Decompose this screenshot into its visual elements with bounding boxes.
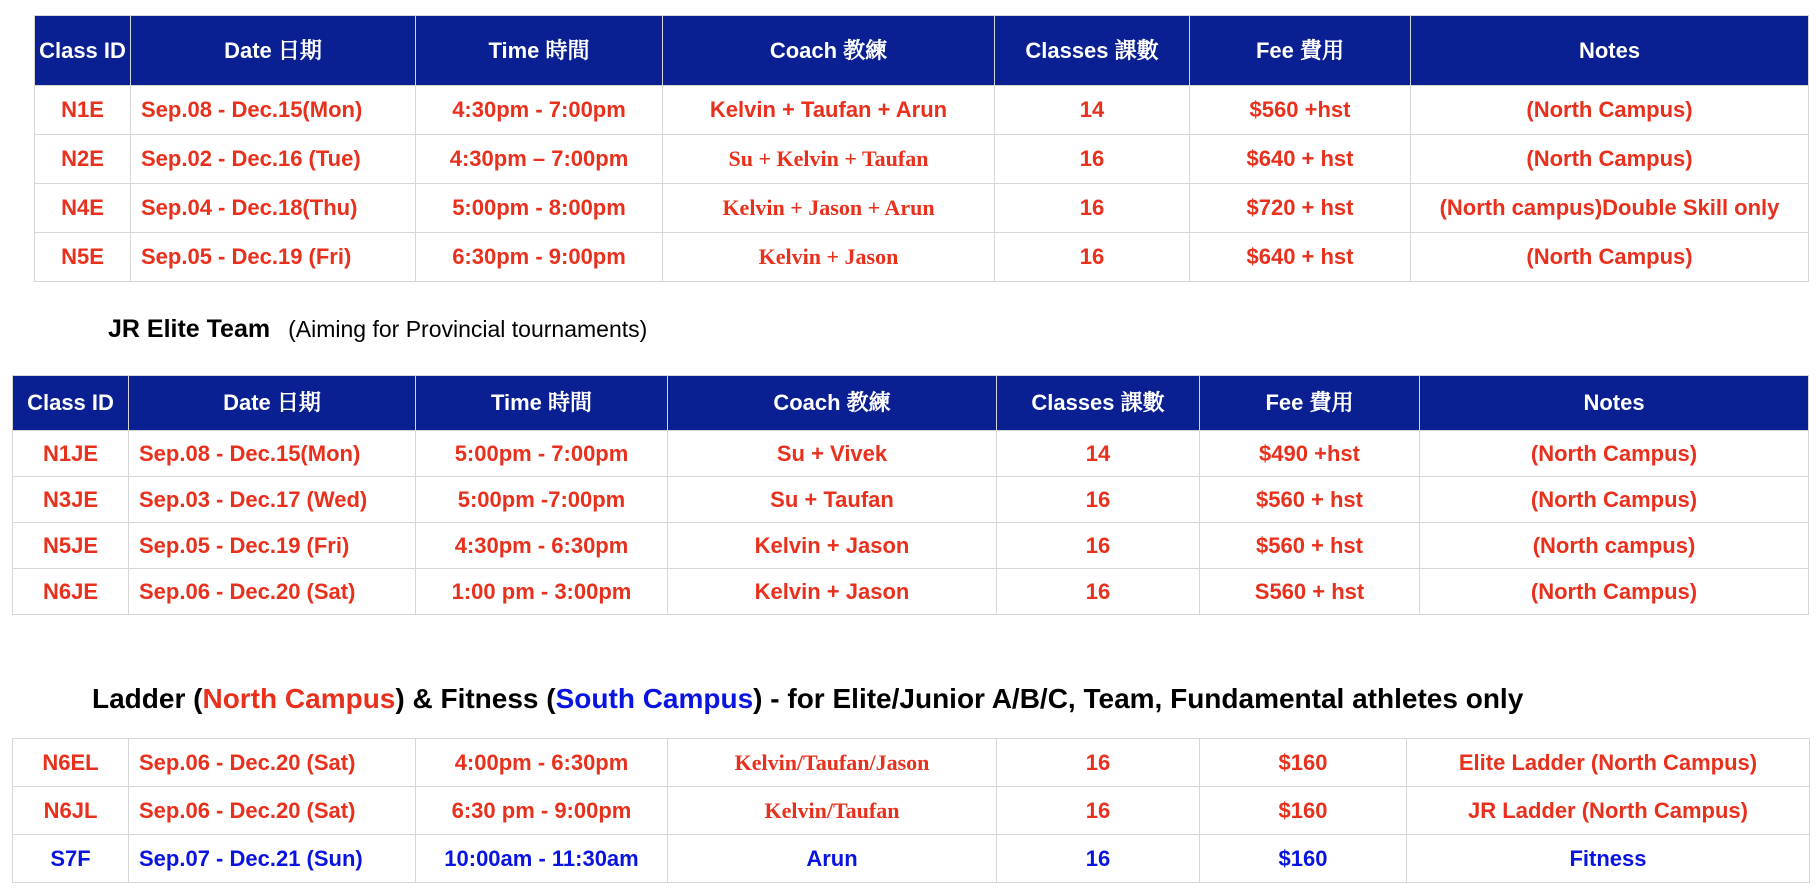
elite-schedule-table	[34, 15, 1809, 282]
fee-cell: $560 +hst	[1190, 86, 1411, 135]
header-coach: Coach 教練	[668, 376, 997, 431]
notes-cell: (North Campus)	[1420, 569, 1809, 615]
ladder-fitness-heading	[92, 683, 1523, 715]
header-fee: Fee 費用	[1200, 376, 1420, 431]
header-fee: Fee 費用	[1190, 16, 1411, 86]
date-cell: Sep.03 - Dec.17 (Wed)	[129, 477, 416, 523]
fee-cell: $640 + hst	[1190, 135, 1411, 184]
ladder-heading-part3: ) - for Elite/Junior A/B/C, Team, Fundamental athletes only	[753, 683, 1524, 714]
coach-cell: Kelvin + Jason + Arun	[663, 184, 995, 233]
class-id-cell: S7F	[13, 835, 129, 883]
class-id-cell: N6JE	[13, 569, 129, 615]
date-cell: Sep.06 - Dec.20 (Sat)	[129, 739, 416, 787]
date-cell: Sep.04 - Dec.18(Thu)	[131, 184, 416, 233]
date-cell: Sep.06 - Dec.20 (Sat)	[129, 787, 416, 835]
time-cell: 4:30pm - 7:00pm	[416, 86, 663, 135]
header-coach: Coach 教練	[663, 16, 995, 86]
coach-cell: Arun	[668, 835, 997, 883]
coach-cell: Su + Vivek	[668, 431, 997, 477]
time-cell: 5:00pm - 7:00pm	[416, 431, 668, 477]
ladder-heading-part2: ) & Fitness (	[395, 683, 556, 714]
coach-cell: Su + Taufan	[668, 477, 997, 523]
classes-cell: 16	[997, 477, 1200, 523]
notes-cell: (North Campus)	[1411, 135, 1809, 184]
coach-cell: Kelvin/Taufan/Jason	[668, 739, 997, 787]
notes-cell: (North Campus)	[1420, 477, 1809, 523]
table-row	[13, 739, 1810, 787]
notes-cell: Fitness	[1407, 835, 1810, 883]
coach-cell: Kelvin + Jason	[668, 569, 997, 615]
notes-cell: (North Campus)	[1420, 431, 1809, 477]
date-cell: Sep.02 - Dec.16 (Tue)	[131, 135, 416, 184]
date-cell: Sep.08 - Dec.15(Mon)	[129, 431, 416, 477]
date-cell: Sep.05 - Dec.19 (Fri)	[129, 523, 416, 569]
class-id-cell: N2E	[35, 135, 131, 184]
time-cell: 5:00pm -7:00pm	[416, 477, 668, 523]
class-id-cell: N5E	[35, 233, 131, 282]
coach-cell: Su + Kelvin + Taufan	[663, 135, 995, 184]
notes-cell: (North campus)	[1420, 523, 1809, 569]
table-row	[35, 184, 1809, 233]
classes-cell: 16	[997, 787, 1200, 835]
time-cell: 10:00am - 11:30am	[416, 835, 668, 883]
fee-cell: $160	[1200, 739, 1407, 787]
header-class-id: Class ID	[13, 376, 129, 431]
table-row	[13, 477, 1809, 523]
class-id-cell: N3JE	[13, 477, 129, 523]
ladder-heading-part1: Ladder (	[92, 683, 203, 714]
header-time: Time 時間	[416, 16, 663, 86]
date-cell: Sep.08 - Dec.15(Mon)	[131, 86, 416, 135]
header-date: Date 日期	[131, 16, 416, 86]
table-row	[35, 233, 1809, 282]
date-cell: Sep.06 - Dec.20 (Sat)	[129, 569, 416, 615]
time-cell: 4:30pm - 6:30pm	[416, 523, 668, 569]
header-time: Time 時間	[416, 376, 668, 431]
class-id-cell: N5JE	[13, 523, 129, 569]
fee-cell: $720 + hst	[1190, 184, 1411, 233]
header-date: Date 日期	[129, 376, 416, 431]
classes-cell: 16	[995, 135, 1190, 184]
ladder-fitness-table	[12, 738, 1810, 883]
fee-cell: $640 + hst	[1190, 233, 1411, 282]
table-row	[35, 86, 1809, 135]
class-id-cell: N6EL	[13, 739, 129, 787]
classes-cell: 16	[995, 233, 1190, 282]
class-id-cell: N4E	[35, 184, 131, 233]
fee-cell: $160	[1200, 787, 1407, 835]
notes-cell: (North Campus)	[1411, 86, 1809, 135]
coach-cell: Kelvin + Jason	[663, 233, 995, 282]
time-cell: 5:00pm - 8:00pm	[416, 184, 663, 233]
classes-cell: 14	[997, 431, 1200, 477]
classes-cell: 16	[997, 739, 1200, 787]
classes-cell: 16	[997, 523, 1200, 569]
table-row	[13, 835, 1810, 883]
fee-cell: $490 +hst	[1200, 431, 1420, 477]
table-row	[35, 135, 1809, 184]
coach-cell: Kelvin + Taufan + Arun	[663, 86, 995, 135]
time-cell: 4:00pm - 6:30pm	[416, 739, 668, 787]
jr-elite-schedule-table	[12, 375, 1809, 615]
table-row	[13, 523, 1809, 569]
notes-cell: JR Ladder (North Campus)	[1407, 787, 1810, 835]
class-id-cell: N1JE	[13, 431, 129, 477]
date-cell: Sep.07 - Dec.21 (Sun)	[129, 835, 416, 883]
header-notes: Notes	[1420, 376, 1809, 431]
classes-cell: 14	[995, 86, 1190, 135]
table-header-row	[35, 16, 1809, 86]
class-id-cell: N6JL	[13, 787, 129, 835]
notes-cell: (North campus)Double Skill only	[1411, 184, 1809, 233]
notes-cell: Elite Ladder (North Campus)	[1407, 739, 1810, 787]
header-classes: Classes 課數	[995, 16, 1190, 86]
table-row	[13, 569, 1809, 615]
time-cell: 4:30pm – 7:00pm	[416, 135, 663, 184]
table-header-row	[13, 376, 1809, 431]
north-campus-label: North Campus	[202, 683, 396, 714]
classes-cell: 16	[995, 184, 1190, 233]
classes-cell: 16	[997, 569, 1200, 615]
table-row	[13, 787, 1810, 835]
coach-cell: Kelvin/Taufan	[668, 787, 997, 835]
time-cell: 6:30pm - 9:00pm	[416, 233, 663, 282]
jr-elite-heading	[108, 315, 647, 344]
fee-cell: $560 + hst	[1200, 477, 1420, 523]
notes-cell: (North Campus)	[1411, 233, 1809, 282]
fee-cell: S560 + hst	[1200, 569, 1420, 615]
time-cell: 6:30 pm - 9:00pm	[416, 787, 668, 835]
date-cell: Sep.05 - Dec.19 (Fri)	[131, 233, 416, 282]
header-notes: Notes	[1411, 16, 1809, 86]
table-row	[13, 431, 1809, 477]
header-class-id: Class ID	[35, 16, 131, 86]
fee-cell: $160	[1200, 835, 1407, 883]
fee-cell: $560 + hst	[1200, 523, 1420, 569]
coach-cell: Kelvin + Jason	[668, 523, 997, 569]
classes-cell: 16	[997, 835, 1200, 883]
south-campus-label: South Campus	[555, 683, 754, 714]
jr-elite-subtitle: (Aiming for Provincial tournaments)	[288, 316, 648, 342]
time-cell: 1:00 pm - 3:00pm	[416, 569, 668, 615]
class-id-cell: N1E	[35, 86, 131, 135]
header-classes: Classes 課數	[997, 376, 1200, 431]
jr-elite-title: JR Elite Team	[108, 315, 271, 343]
